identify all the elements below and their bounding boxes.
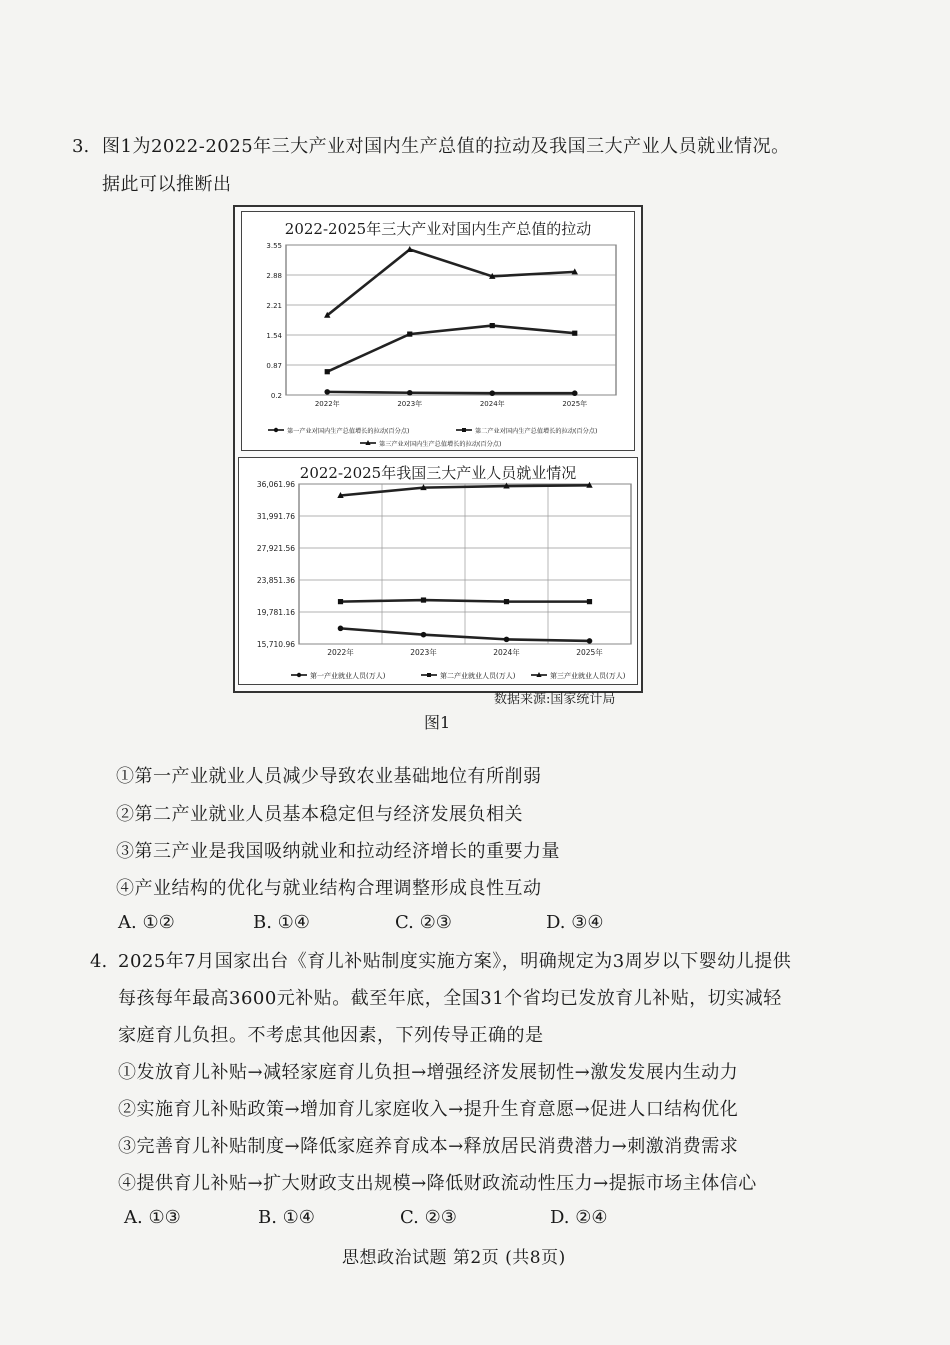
employment-chart-y-tick-label: 31,991.76 (256, 512, 295, 521)
employment-chart-y-tick-label: 27,921.56 (256, 544, 295, 553)
figure-1 (233, 205, 643, 693)
q4-option-c[interactable]: C. ②③ (400, 1207, 457, 1228)
gdp-chart-legend-1-marker (274, 428, 278, 432)
employment-chart-title: 2022-2025年我国三大产业人员就业情况 (299, 464, 577, 482)
gdp-chart-series-1-point (489, 390, 495, 396)
q3-item-3: ③第三产业是我国吸纳就业和拉动经济增长的重要力量 (116, 841, 560, 862)
employment-chart-y-tick-label: 36,061.96 (256, 480, 295, 489)
q4-item-4: ④提供育儿补贴→扩大财政支出规模→降低财政流动性压力→提振市场主体信心 (118, 1173, 757, 1194)
figure-caption: 图1 (424, 713, 451, 732)
q4-option-a[interactable]: A. ①③ (124, 1207, 181, 1228)
employment-chart-legend-2-marker (427, 673, 431, 677)
employment-chart-x-tick-label: 2023年 (410, 648, 437, 657)
gdp-contribution-chart (242, 212, 634, 448)
employment-chart (239, 458, 637, 682)
gdp-chart-x-tick-label: 2024年 (479, 400, 505, 408)
employment-chart-series-2-point (504, 599, 509, 604)
gdp-chart-x-tick-label: 2022年 (314, 400, 340, 408)
q4-item-1: ①发放育儿补贴→减轻家庭育儿负担→增强经济发展韧性→激发发展内生动力 (118, 1062, 739, 1083)
employment-chart-series-2-point (587, 599, 592, 604)
gdp-chart-legend-2-label: 第二产业对国内生产总值增长的拉动(百分点) (475, 428, 598, 435)
gdp-chart-y-tick-label: 2.21 (266, 302, 282, 310)
gdp-chart-title: 2022-2025年三大产业对国内生产总值的拉动 (284, 220, 592, 238)
q3-option-c[interactable]: C. ②③ (395, 912, 452, 933)
q3-option-d[interactable]: D. ③④ (546, 912, 604, 933)
employment-chart-series-1-point (504, 637, 510, 643)
gdp-chart-x-tick-label: 2025年 (562, 400, 588, 408)
employment-chart-x-tick-label: 2022年 (327, 648, 354, 657)
employment-chart-series-2-point (421, 597, 426, 602)
q3-option-b[interactable]: B. ①④ (253, 912, 310, 933)
gdp-chart-series-3-line (327, 249, 575, 315)
q3-item-2: ②第二产业就业人员基本稳定但与经济发展负相关 (116, 804, 523, 825)
employment-chart-series-1-point (338, 626, 344, 632)
gdp-chart-y-tick-label: 0.87 (266, 362, 282, 370)
employment-chart-y-tick-label: 23,851.36 (256, 576, 295, 585)
gdp-chart-y-tick-label: 2.88 (266, 272, 282, 280)
data-source: 数据来源:国家统计局 (494, 692, 616, 707)
question-3-number: 3. (72, 136, 90, 157)
employment-chart-legend-1-label: 第一产业就业人员(万人) (310, 672, 386, 680)
q3-option-a[interactable]: A. ①② (118, 912, 175, 933)
question-4-stem-line-2: 每孩每年最高3600元补贴。截至年底，全国31个省均已发放育儿补贴，切实减轻 (118, 988, 782, 1009)
page-footer: 思想政治试题 第2页 (共8页) (342, 1248, 566, 1268)
q4-option-d[interactable]: D. ②④ (550, 1207, 608, 1228)
gdp-chart-series-1-point (407, 390, 413, 396)
employment-chart-y-tick-label: 19,781.16 (256, 608, 295, 617)
employment-chart-legend-3-label: 第三产业就业人员(万人) (550, 672, 626, 680)
employment-chart-legend-1-marker (297, 673, 301, 677)
gdp-chart-y-tick-label: 3.55 (266, 242, 282, 250)
gdp-chart-series-2-point (490, 323, 495, 328)
gdp-chart-legend-3-label: 第三产业对国内生产总值增长的拉动(百分点) (379, 441, 502, 448)
question-4-stem-line-3: 家庭育儿负担。不考虑其他因素，下列传导正确的是 (118, 1025, 544, 1046)
gdp-chart-series-2-point (325, 369, 330, 374)
q4-item-2: ②实施育儿补贴政策→增加育儿家庭收入→提升生育意愿→促进人口结构优化 (118, 1099, 739, 1120)
gdp-chart-series-1-point (572, 390, 578, 396)
gdp-chart-series-2-point (572, 331, 577, 336)
q4-item-3: ③完善育儿补贴制度→降低家庭养育成本→释放居民消费潜力→刺激消费需求 (118, 1136, 739, 1157)
question-4-number: 4. (90, 951, 108, 972)
employment-chart-series-2-point (338, 599, 343, 604)
gdp-contribution-chart-panel (241, 211, 635, 451)
employment-chart-series-1-point (421, 632, 427, 638)
q3-item-1: ①第一产业就业人员减少导致农业基础地位有所削弱 (116, 766, 542, 787)
question-3-stem-line-1: 图1为2022-2025年三大产业对国内生产总值的拉动及我国三大产业人员就业情况。 (102, 136, 790, 157)
gdp-chart-plot-frame (286, 245, 616, 395)
gdp-chart-y-tick-label: 1.54 (266, 332, 282, 340)
question-3-stem-line-2: 据此可以推断出 (102, 174, 232, 195)
q4-option-b[interactable]: B. ①④ (258, 1207, 315, 1228)
gdp-chart-series-1-point (324, 389, 330, 395)
employment-chart-x-tick-label: 2025年 (576, 648, 603, 657)
q3-item-4: ④产业结构的优化与就业结构合理调整形成良性互动 (116, 878, 542, 899)
employment-chart-x-tick-label: 2024年 (493, 648, 520, 657)
employment-chart-panel (238, 457, 638, 685)
employment-chart-y-tick-label: 15,710.96 (256, 640, 295, 649)
employment-chart-series-2-line (341, 600, 590, 602)
gdp-chart-legend-2-marker (462, 428, 466, 432)
gdp-chart-series-1-line (327, 392, 575, 393)
question-4-stem-line-1: 2025年7月国家出台《育儿补贴制度实施方案》，明确规定为3周岁以下婴幼儿提供 (118, 951, 792, 972)
gdp-chart-y-tick-label: 0.2 (270, 392, 282, 400)
gdp-chart-x-tick-label: 2023年 (397, 400, 423, 408)
gdp-chart-legend-1-label: 第一产业对国内生产总值增长的拉动(百分点) (287, 428, 410, 435)
employment-chart-series-1-point (587, 638, 593, 644)
employment-chart-legend-2-label: 第二产业就业人员(万人) (440, 672, 516, 680)
gdp-chart-series-2-point (407, 332, 412, 337)
